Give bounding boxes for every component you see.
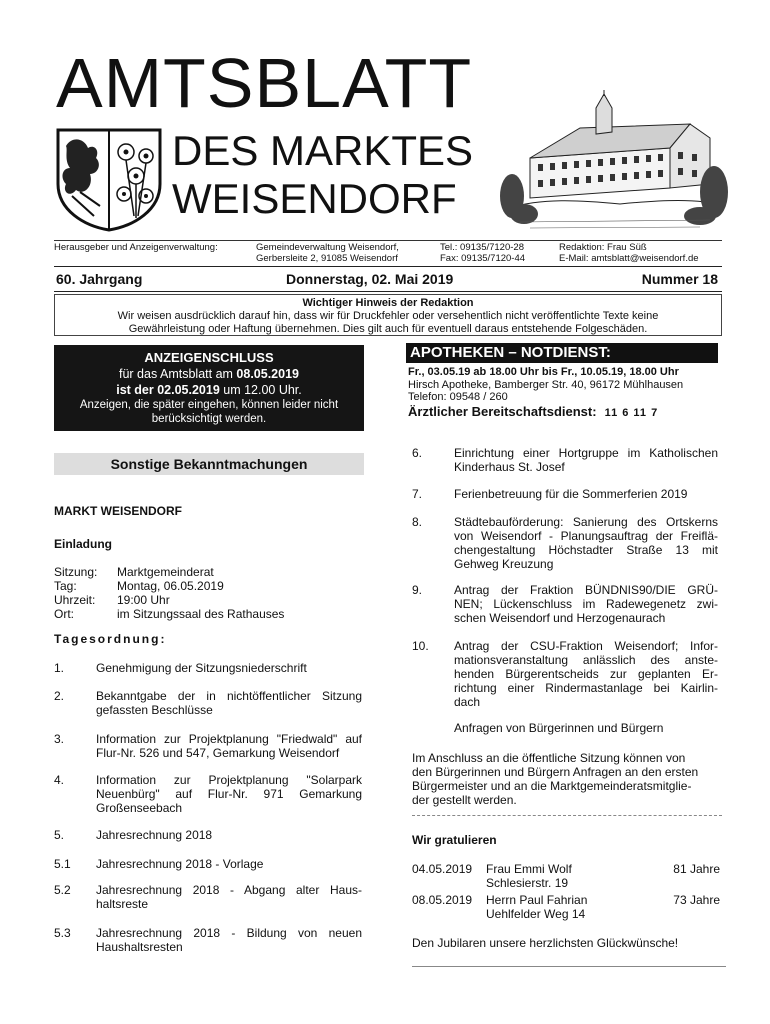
agenda-item-line: Jahresrechnung 2018 - Bildung von neuen [96,926,362,940]
congrats-street: Schlesierstr. 19 [486,876,569,890]
issue-volume: 60. Jahrgang [56,271,143,287]
agenda-item-number: 5.2 [54,883,71,897]
issue-number: Nummer 18 [641,271,718,287]
congrats-name: Frau Emmi Wolf [486,862,572,876]
agenda-item-text [96,689,362,717]
meeting-details [54,565,354,621]
publisher-address: Gerbersleite 2, 91085 Weisendorf [256,253,398,264]
publisher-org: Gemeindeverwaltung Weisendorf, [256,242,399,253]
agenda-item-text [454,515,718,571]
agenda-item-number: 5. [54,828,65,842]
meeting-invitation: Einladung [54,537,112,551]
agenda-item-number: 4. [54,773,65,787]
notice-line2: Gewährleistung oder Haftung übernehmen. Dies gilt auch für eventuell daraus entstehende Folgeschäden. [128,323,648,335]
ad-deadline-line1: für das Amtsblatt am [119,367,237,381]
agenda-item-line: dach [454,695,481,709]
ad-deadline-title: ANZEIGENSCHLUSS [144,350,274,365]
agenda-item-text [96,661,362,675]
congrats-date: 04.05.2019 [412,862,473,876]
agenda-item-text [96,926,362,954]
pharmacy-address: Hirsch Apotheke, Bamberger Str. 40, 96172 Mühlhausen [408,378,684,391]
closing-line: Im Anschluss an die öffentliche Sitzung können von [412,751,686,765]
agenda-item-line: haltsreste [96,897,149,911]
meeting-row-label: Uhrzeit: [54,593,96,607]
masthead-subtitle-line1: DES MARKTES [172,127,474,174]
agenda-item-number: 6. [412,446,423,460]
divider [412,966,726,967]
pharmacy-phone: Telefon: 09548 / 260 [408,391,508,403]
agenda-item-line: Information zur Projektplanung "Friedwald" auf [96,732,362,746]
agenda-item-text [96,857,362,871]
ad-deadline-time: um 12.00 Uhr. [219,383,302,397]
doctor-label: Ärztlicher Bereitschaftsdienst: [408,404,597,419]
pharmacy-info [408,366,722,404]
publisher-tel: Tel.: 09135/7120-28 [440,242,524,253]
agenda-item-number: 2. [54,689,65,703]
agenda-item-line: henden Bürgerentscheids zur geplanten Er- [454,667,718,681]
agenda-item-number: 8. [412,515,423,529]
agenda-item-number: 3. [54,732,65,746]
meeting-row-label: Sitzung: [54,565,98,579]
agenda-item-line: Haushaltsresten [96,940,183,954]
issue-date: Donnerstag, 02. Mai 2019 [286,271,454,287]
ad-deadline-note1: Anzeigen, die später eingehen, können leider nicht [79,399,339,411]
agenda-item-text [96,773,362,815]
agenda-item-text [454,639,718,709]
agenda-item-line: Antrag der Fraktion BÜNDNIS90/DIE GRÜ- [454,583,718,597]
publisher-email[interactable]: E-Mail: amtsblatt@weisendorf.de [559,253,699,264]
agenda-item-line: Kinderhaus St. Josef [454,460,565,474]
agenda-item-line: gefassten Beschlüsse [96,703,213,717]
agenda-item-line: Städtebauförderung: Sanierung des Ortskerns [454,515,718,529]
meeting-row-value: im Sitzungssaal des Rathauses [117,607,285,621]
agenda-item-text [96,828,362,842]
congrats-name: Herrn Paul Fahrian [486,893,588,907]
agenda-item-number: 9. [412,583,423,597]
castle-illustration [500,88,728,234]
agenda-item-line: Neuenbürg" auf Flur-Nr. 971 Gemarkung [96,787,362,801]
agenda-item-line: schen Weisendorf und Herzogenaurach [454,611,666,625]
publisher-fax: Fax: 09135/7120-44 [440,253,526,264]
ad-deadline-date: 08.05.2019 [236,367,299,381]
meeting-row-value: 19:00 Uhr [117,593,170,607]
pharmacy-heading: APOTHEKEN – NOTDIENST: [406,343,718,363]
agenda-item-text [96,732,362,760]
agenda-item-text [454,446,718,474]
masthead-subtitle-line2: WEISENDORF [172,175,457,222]
agenda-item-number: 1. [54,661,65,675]
agenda-item-line: Genehmigung der Sitzungsniederschrift [96,661,307,675]
doctor-number: 11 6 11 7 [604,407,659,419]
doctor-service [408,404,658,419]
coat-of-arms-icon [54,126,164,232]
agenda-item-line: Jahresrechnung 2018 [96,828,213,842]
agenda-item-line: Information zur Projektplanung "Solarpark [96,773,362,787]
agenda-item-line: Antrag der CSU-Fraktion Weisendorf; Infor- [454,639,718,653]
agenda-item-line: Jahresrechnung 2018 - Vorlage [96,857,264,871]
agenda-item-number: 5.1 [54,857,71,871]
agenda-item-text [454,487,718,501]
agenda-item-line: NEN; Lückenschluss im Radewegenetz zwi- [454,597,718,611]
meeting-org: MARKT WEISENDORF [54,504,182,518]
agenda-item-line: mationsveranstaltung anlässlich des anste- [454,653,718,667]
section-title: Sonstige Bekanntmachungen [54,453,364,475]
masthead-title: AMTSBLATT [56,44,473,122]
congrats-closing: Den Jubilaren unsere herzlichsten Glückwünsche! [412,936,679,950]
congrats-date: 08.05.2019 [412,893,473,907]
closing-line: der gestellt werden. [412,793,517,807]
agenda-item-line: Bekanntgabe der in nichtöffentlicher Sitzung [96,689,362,703]
ad-deadline-box [54,345,364,431]
agenda-item-number: 7. [412,487,423,501]
agenda-item-line: Großenseebach [96,801,183,815]
meeting-row-value: Marktgemeinderat [117,565,214,579]
notice-heading: Wichtiger Hinweis der Redaktion [302,297,474,309]
agenda-item-line: von Weisendorf - Planungsauftrag der Freiflä- [454,529,718,543]
publisher-label: Herausgeber und Anzeigenverwaltung: [54,242,218,253]
agenda-item-line: richtung einer Rindermastanlage bei Kairlin- [454,681,718,695]
agenda-title: Tagesordnung: [54,632,167,646]
closing-line: Bürgermeister und an die Marktgemeinderatsmitglie- [412,779,692,793]
congrats-age: 81 Jahre [673,862,720,876]
meeting-row-label: Tag: [54,579,77,593]
agenda-item-line: Flur-Nr. 526 und 547, Gemarkung Weisendorf [96,746,340,760]
agenda-item-text [454,583,718,625]
agenda-item-text [96,883,362,911]
publisher-info [54,240,722,264]
closing-paragraph [412,751,722,807]
meeting-row-label: Ort: [54,607,74,621]
ad-deadline-note2: berücksichtigt werden. [151,413,267,425]
agenda-item-number: 5.3 [54,926,71,940]
ad-deadline-cutoff: ist der 02.05.2019 [116,383,220,397]
citizen-questions: Anfragen von Bürgerinnen und Bürgern [454,721,664,735]
issue-bar [54,266,722,292]
congrats-age: 73 Jahre [673,893,720,907]
meeting-row-value: Montag, 06.05.2019 [117,579,224,593]
agenda-item-line: Gehweg Kreuzung [454,557,554,571]
pharmacy-period: Fr., 03.05.19 ab 18.00 Uhr bis Fr., 10.05.19, 18.00 Uhr [408,366,679,378]
divider [412,815,722,816]
agenda-item-line: Einrichtung einer Hortgruppe im Katholischen [454,446,718,460]
closing-line: den Bürgerinnen und Bürgern Anfragen an den ersten [412,765,699,779]
publisher-editor: Redaktion: Frau Süß [559,242,647,253]
notice-line1: Wir weisen ausdrücklich darauf hin, dass wir für Druckfehler oder versehentlich nicht veröffentlichte Texte keine [117,310,659,322]
editorial-notice [54,294,722,336]
congrats-street: Uehlfelder Weg 14 [486,907,586,921]
congrats-title: Wir gratulieren [412,833,497,847]
agenda-item-line: Jahresrechnung 2018 - Abgang alter Haus- [96,883,362,897]
agenda-item-number: 10. [412,639,429,653]
agenda-item-line: chengestaltung Höchstadter Straße 13 mit [454,543,718,557]
agenda-item-line: Ferienbetreuung für die Sommerferien 2019 [454,487,688,501]
